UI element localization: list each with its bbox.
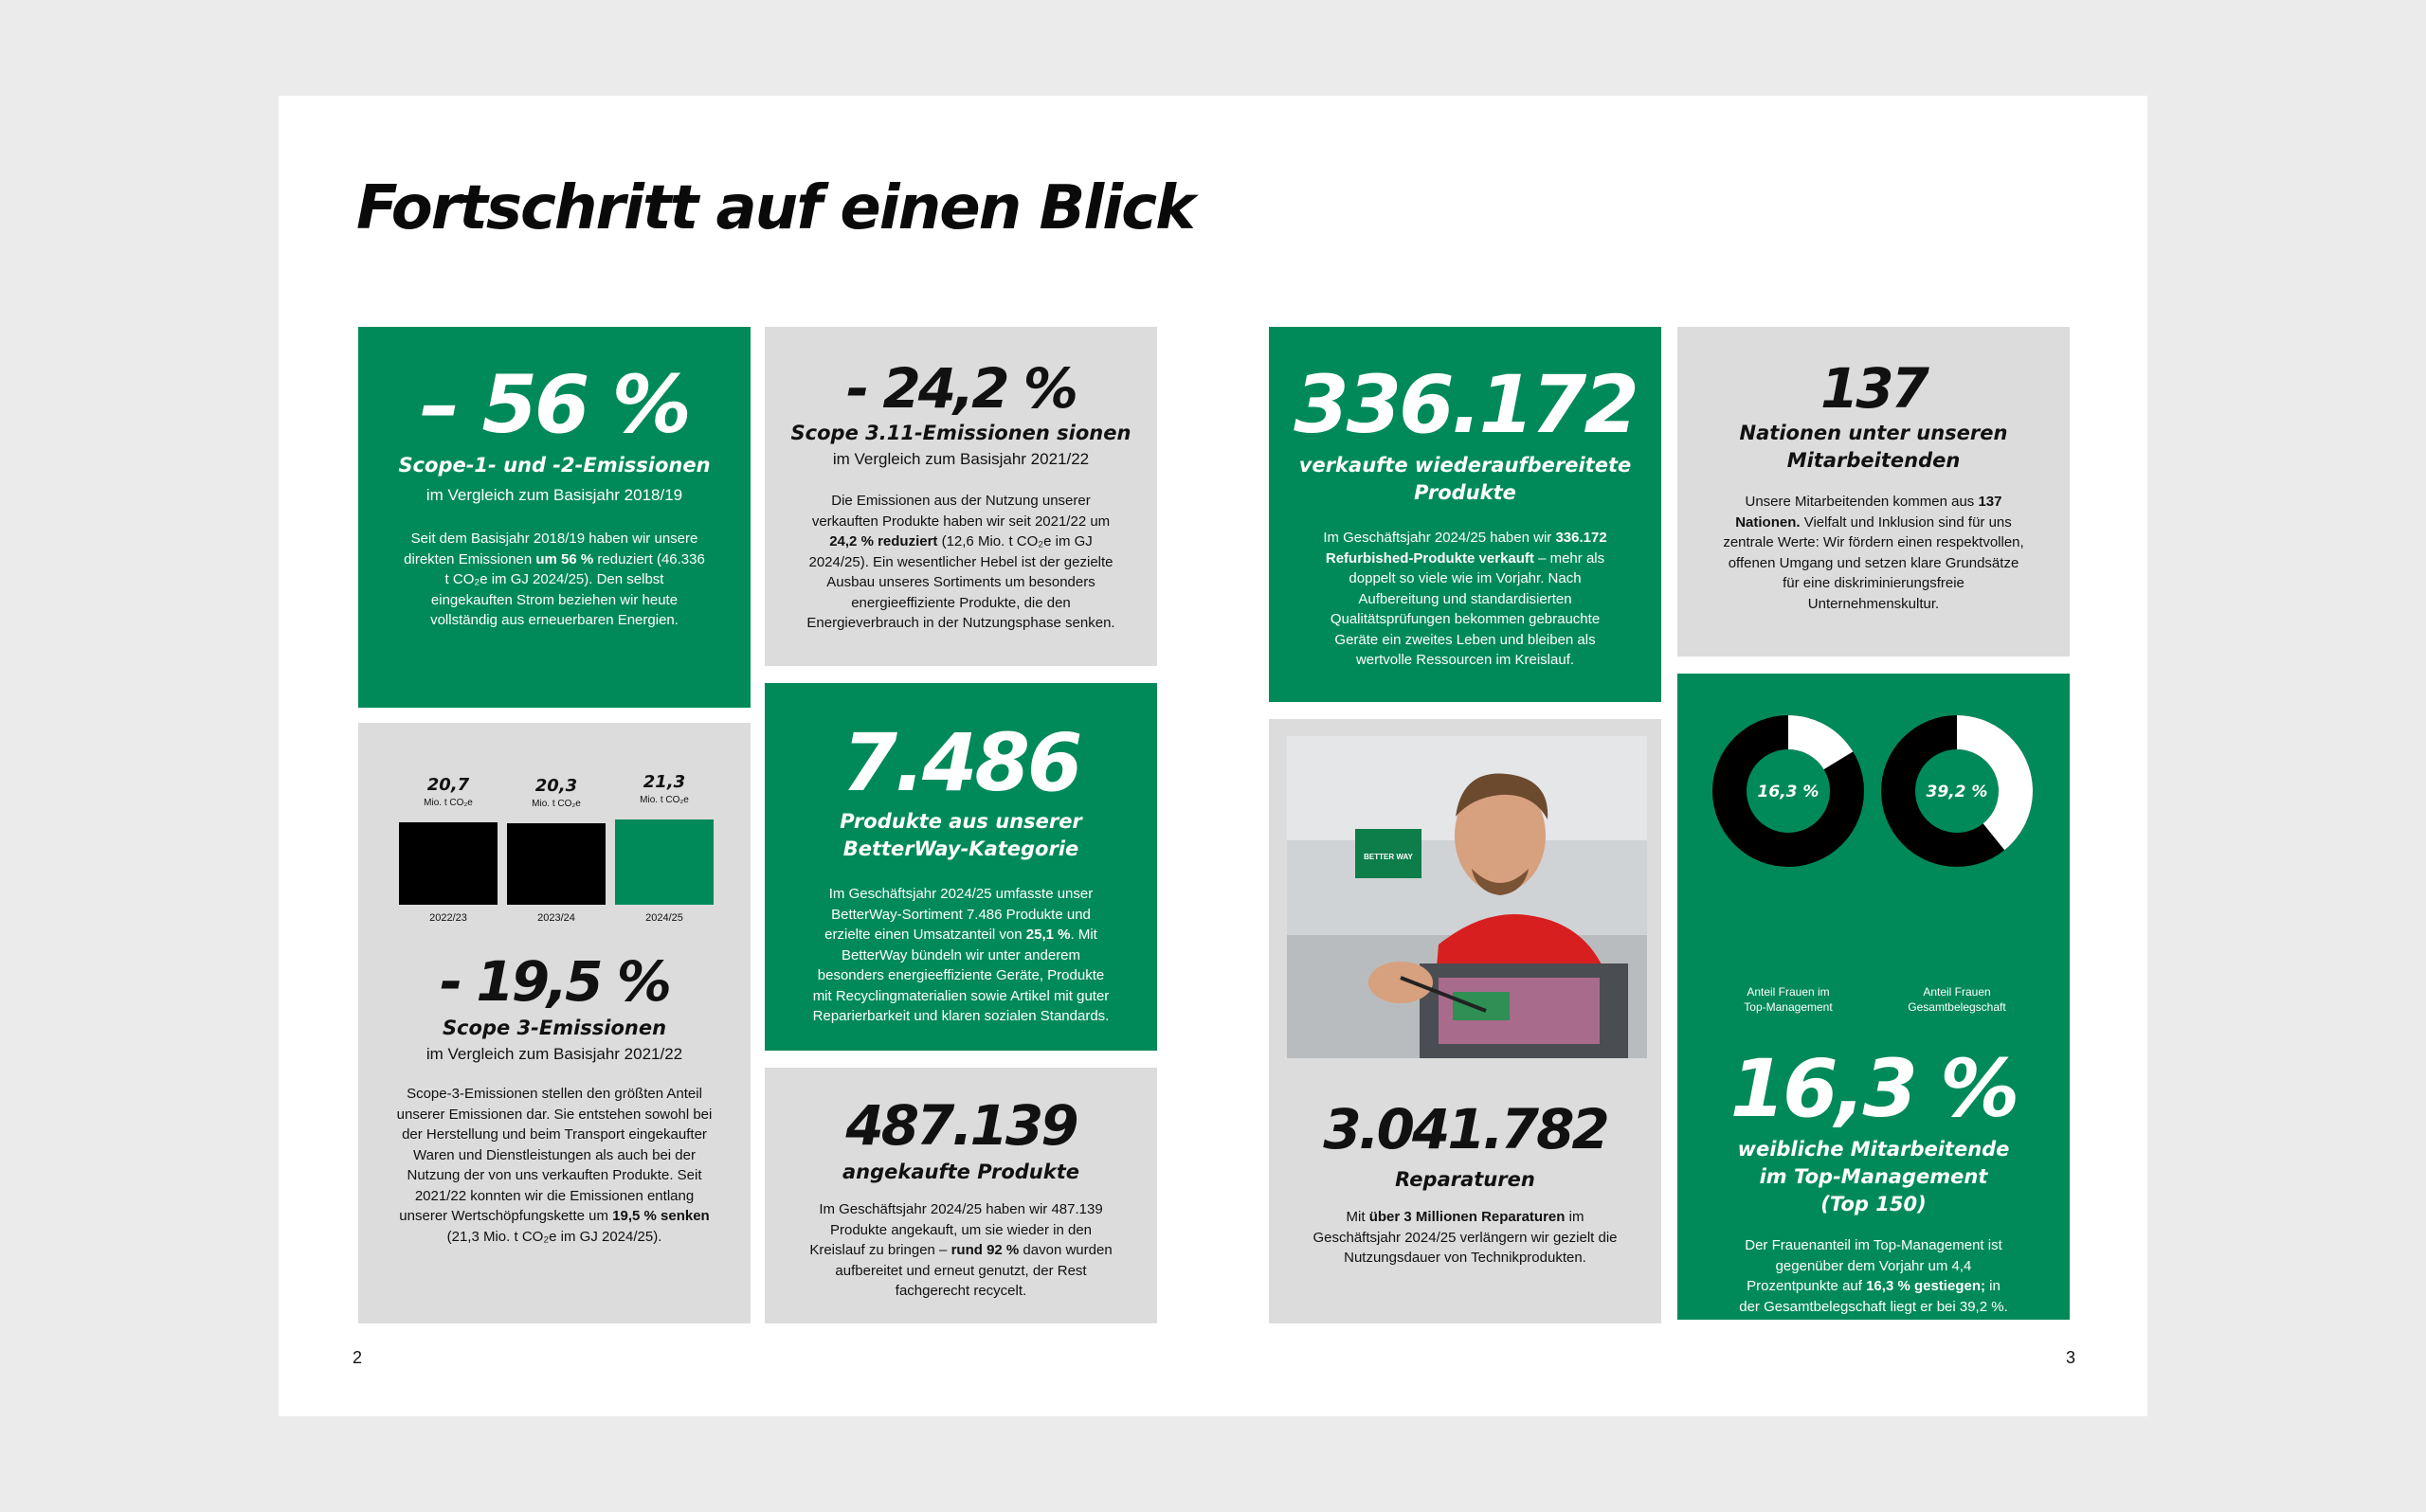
refurb-value: 336.172	[1294, 358, 1637, 451]
scope3-value: - 19,5 %	[440, 949, 669, 1014]
technician-photo	[1287, 736, 1647, 1058]
donut-charts	[1677, 715, 2070, 867]
women-subtitle-2: im Top-Management	[1759, 1165, 1988, 1188]
women-value: 16,3 %	[1729, 1042, 2018, 1135]
purchased-body: Im Geschäftsjahr 2024/25 haben wir 487.139 Produkte angekauft, um sie wieder in den Kreislauf zu bringen – rund 92 % davon wurden aufbereitet und erneut genutzt, der Rest fachgerecht recycelt.	[809, 1201, 1113, 1299]
women-subtitle-3: (Top 150)	[1820, 1193, 1927, 1215]
donut-label: 39,2 %	[1926, 783, 1988, 801]
bar-2023/24	[507, 823, 606, 905]
nations-subtitle-2: Mitarbeitenden	[1786, 449, 1961, 472]
bar-chart	[358, 723, 751, 931]
card-scope-1-2	[358, 327, 751, 708]
betterway-subtitle-2: BetterWay-Kategorie	[842, 837, 1079, 860]
card-refurbished	[1269, 327, 1661, 702]
scope311-subtitle: Scope 3.11-Emissionen sionen	[790, 422, 1132, 444]
donut-women-top-management	[1729, 715, 1853, 850]
bar-2022/23	[399, 822, 498, 905]
page-number-left: 2	[353, 1348, 363, 1367]
refurb-subtitle-1: verkaufte wiederaufbereitete	[1298, 454, 1632, 477]
card-purchased	[765, 1068, 1157, 1323]
scope3-body: Scope-3-Emissionen stellen den größten Anteil unserer Emissionen dar. Sie entstehen sowohl bei der Herstellung und beim Transport eingekaufter Waren und Dienstleistungen als auch bei der Nutzung der von uns verkauften Produkte. Seit 2021/22 konnten wir die Emissionen entlang unserer Wertschöpfungskette um 19,5 % senken (21,3 Mio. t CO₂e im GJ 2024/25).	[396, 1086, 713, 1245]
card-scope-3-11	[765, 327, 1157, 666]
bar-2024/25	[615, 819, 714, 905]
nations-subtitle-1: Nationen unter unseren	[1739, 422, 2008, 444]
bar-value-label: 20,3	[534, 776, 578, 797]
purchased-value: 487.139	[845, 1093, 1077, 1158]
card-women	[1677, 674, 2070, 1320]
report-spread	[279, 96, 2147, 1416]
page-number-right: 3	[2066, 1348, 2076, 1367]
scope3-subtitle: Scope 3-Emissionen	[442, 1017, 667, 1039]
card-betterway	[765, 683, 1157, 1051]
donut-women-total-workforce	[1898, 715, 2033, 850]
bar-unit-label: Mio. t CO₂e	[532, 799, 581, 810]
scope311-body: Die Emissionen aus der Nutzung unserer verkauften Produkte haben wir seit 2021/22 um 24,2 % reduziert (12,6 Mio. t CO₂e im GJ 2024/25). Ein wesentlicher Hebel ist der gezielte Ausbau unseres Sortiments um besonders energieeffiziente Produkte, die den Energieverbrauch in der Nutzungsphase senken.	[806, 493, 1115, 631]
refurb-body: Im Geschäftsjahr 2024/25 haben wir 336.172 Refurbished-Produkte verkauft – mehr als doppelt so viele wie im Vorjahr. Nach Aufbereitung und standardisierten Qualitätsprüfungen bekommen gebrauchte Geräte ein zweites Leben und bleiben als wertvolle Ressourcen im Kreislauf.	[1323, 530, 1607, 668]
svg-text:BETTER WAY: BETTER WAY	[1364, 853, 1413, 861]
card-nations	[1677, 327, 2070, 657]
women-subtitle-1: weibliche Mitarbeitende	[1737, 1138, 2010, 1161]
scope3-lead: im Vergleich zum Basisjahr 2021/22	[425, 1045, 683, 1063]
donut1-caption: Anteil Frauen im Top-Management	[1744, 985, 1833, 1014]
women-body: Der Frauenanteil im Top-Management ist gegenüber dem Vorjahr um 4,4 Prozentpunkte auf 16,3 % gestiegen; in der Gesamtbelegschaft liegt er bei 39,2 %.	[1739, 1237, 2008, 1315]
scope12-body: Seit dem Basisjahr 2018/19 haben wir unsere direkten Emissionen um 56 % reduziert (46.336 t CO₂e im GJ 2024/25). Den selbst eingekauften Strom beziehen wir heute vollständig aus erneuerbaren Energien.	[404, 531, 705, 628]
betterway-value: 7.486	[842, 716, 1080, 809]
card-scope-3	[358, 723, 751, 1323]
scope12-lead: im Vergleich zum Basisjahr 2018/19	[425, 486, 683, 504]
betterway-sign	[1355, 829, 1421, 878]
bar-category-label: 2024/25	[645, 912, 683, 924]
bar-unit-label: Mio. t CO₂e	[640, 795, 689, 805]
purchased-subtitle: angekaufte Produkte	[842, 1161, 1079, 1183]
scope311-value: - 24,2 %	[846, 356, 1076, 421]
betterway-body: Im Geschäftsjahr 2024/25 umfasste unser BetterWay-Sortiment 7.486 Produkte und erzielte einen Umsatzanteil von 25,1 %. Mit BetterWay bündeln wir unter anderem besonders energieeffiziente Geräte, Produkte mit Recyclingmaterialien sowie Artikel mit guter Reparierbarkeit und klaren sozialen Standards.	[812, 886, 1110, 1024]
repairs-subtitle: Reparaturen	[1395, 1168, 1535, 1191]
donut-label: 16,3 %	[1757, 783, 1820, 801]
nations-body: Unsere Mitarbeitenden kommen aus 137 Nationen. Vielfalt und Inklusion sind für uns zentrale Werte: Wir fördern einen respektvollen, offenen Umgang und setzen klare Grundsätze für eine diskriminierungsfreie Unternehmenskultur.	[1723, 494, 2024, 612]
bar-category-label: 2022/23	[429, 912, 467, 924]
scope311-lead: im Vergleich zum Basisjahr 2021/22	[832, 450, 1090, 468]
donut2-caption: Anteil Frauen Gesamtbelegschaft	[1908, 985, 2006, 1014]
betterway-subtitle-1: Produkte aus unserer	[840, 810, 1082, 833]
refurb-subtitle-2: Produkte	[1414, 481, 1516, 504]
page-title: Fortschritt auf einen Blick	[356, 173, 1194, 243]
bar-value-label: 21,3	[643, 772, 686, 792]
scope12-value: – 56 %	[420, 358, 689, 451]
bar-unit-label: Mio. t CO₂e	[424, 797, 473, 808]
technician-illustration	[1287, 736, 1647, 1058]
nations-value: 137	[1820, 356, 1928, 421]
bar-value-label: 20,7	[426, 774, 470, 795]
card-repairs	[1269, 719, 1661, 1323]
repairs-body: Mit über 3 Millionen Reparaturen im Geschäftsjahr 2024/25 verlängern wir gezielt die Nutzungsdauer von Technikprodukten.	[1313, 1209, 1618, 1266]
bar-category-label: 2023/24	[537, 912, 575, 924]
repairs-value: 3.041.782	[1323, 1097, 1607, 1161]
scope12-subtitle: Scope-1- und -2-Emissionen	[398, 454, 711, 477]
